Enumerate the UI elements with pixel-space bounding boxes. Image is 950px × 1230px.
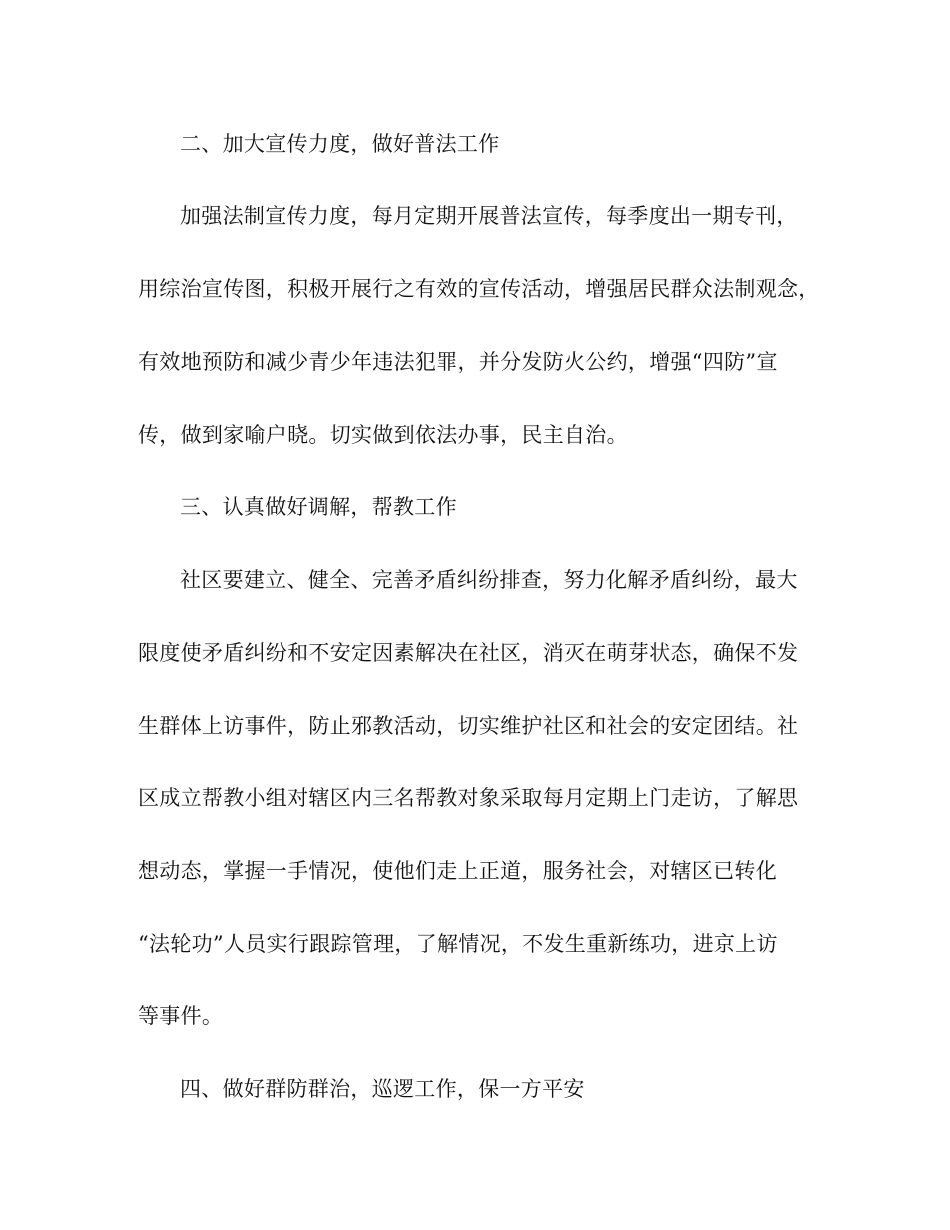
- paragraph-line: 区成立帮教小组对辖区内三名帮教对象采取每月定期上门走访，了解思: [138, 786, 799, 810]
- paragraph-line: 用综治宣传图，积极开展行之有效的宣传活动，增强居民群众法制观念，: [138, 277, 820, 301]
- section-heading-2: 二、加大宣传力度，做好普法工作: [180, 132, 500, 156]
- paragraph-line: “法轮功”人员实行跟踪管理，了解情况，不发生重新练功，进京上访: [138, 932, 778, 956]
- paragraph-line: 生群体上访事件，防止邪教活动，切实维护社区和社会的安定团结。社: [138, 714, 799, 738]
- section-heading-3: 三、认真做好调解，帮教工作: [180, 495, 457, 519]
- paragraph-line: 想动态，掌握一手情况，使他们走上正道，服务社会，对辖区已转化: [138, 859, 777, 883]
- paragraph-line: 等事件。: [138, 1004, 224, 1028]
- paragraph-line: 限度使矛盾纠纷和不安定因素解决在社区，消灭在萌芽状态，确保不发: [138, 641, 799, 665]
- paragraph-line: 有效地预防和减少青少年违法犯罪，并分发防火公约，增强“四防”宣: [138, 350, 778, 374]
- paragraph-line: 社区要建立、健全、完善矛盾纠纷排查，努力化解矛盾纠纷，最大: [180, 568, 798, 592]
- paragraph-line: 加强法制宣传力度，每月定期开展普法宣传，每季度出一期专刊，: [180, 204, 798, 228]
- section-heading-4: 四、做好群防群治，巡逻工作，保一方平安: [180, 1077, 585, 1101]
- paragraph-line: 传，做到家喻户晓。切实做到依法办事，民主自治。: [138, 423, 628, 447]
